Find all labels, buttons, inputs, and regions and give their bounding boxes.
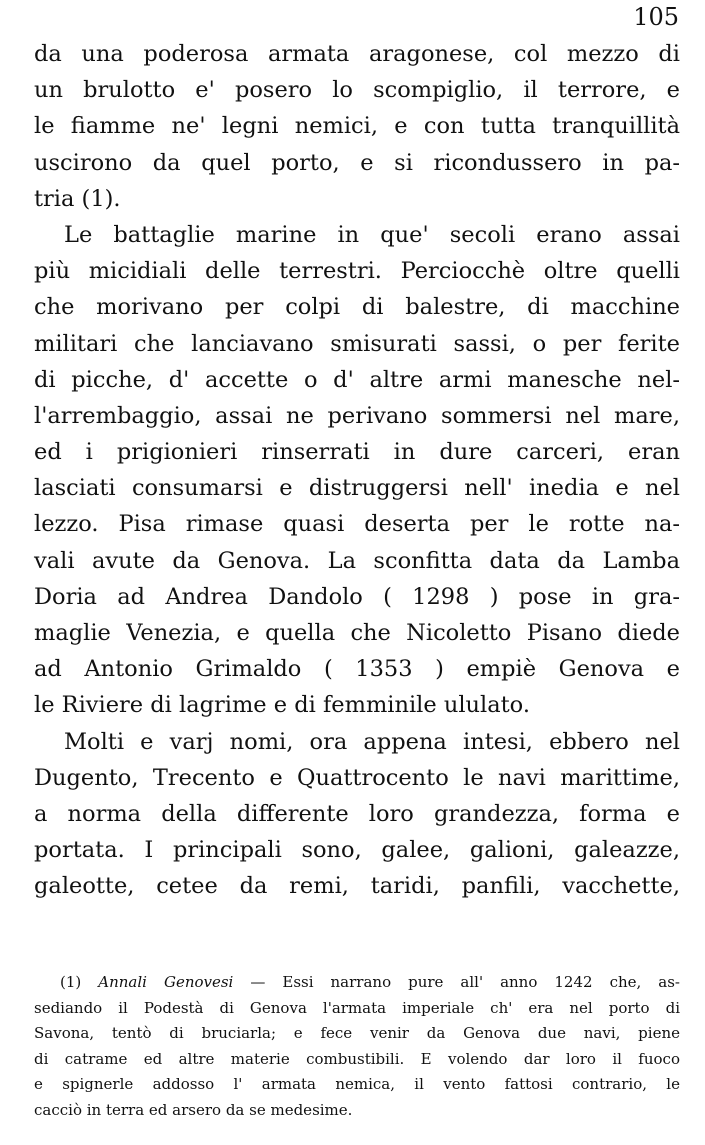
footnote-line: cacciò in terra ed arsero da se medesime. [34,1100,353,1119]
footnote-line [34,970,680,996]
footnote-text: — Essi narrano pure all' anno 1242 che, as- [233,973,680,991]
footnote-line: sediando il Podestà di Genova l'armata imperiale ch' era nel porto di [34,998,680,1017]
body-line: uscirono da quel porto, e si ricondussero in pa- [34,149,680,176]
body-line: lezzo. Pisa rimase quasi deserta per le rotte na- [34,511,680,538]
body-line: Molti e varj nomi, ora appena intesi, ebbero nel [64,728,680,755]
page-number: 105 [633,3,679,31]
body-line: le fiamme ne' legni nemici, e con tutta tranquillità [34,113,680,140]
footnote-line: e spignerle addosso l' armata nemica, il vento fattosi contrario, le [34,1075,680,1093]
body-line: Le battaglie marine in que' secoli erano assai [64,221,680,248]
body-line: maglie Venezia, e quella che Nicoletto Pisano diede [34,620,680,646]
body-text [34,36,680,905]
body-line: ed i prigionieri rinserrati in dure carceri, eran [34,439,680,466]
footnote-line: di catrame ed altre materie combustibili. E volendo dar loro il fuoco [34,1049,680,1068]
body-line: a norma della differente loro grandezza, forma e [34,800,680,827]
body-line: le Riviere di lagrime e di femminile ululato. [34,692,530,719]
body-line: Dugento, Trecento e Quattrocento le navi marittime, [34,764,680,791]
body-line: tria (1). [34,185,121,212]
footnotes [34,970,680,1123]
body-line: vali avute da Genova. La sconfitta data da Lamba [34,547,680,574]
body-line: da una poderosa armata aragonese, col mezzo di [34,41,680,67]
body-line: lasciati consumarsi e distruggersi nell' inedia e nel [34,475,680,502]
body-line: Doria ad Andrea Dandolo ( 1298 ) pose in gra- [34,583,680,610]
body-line: di picche, d' accette o d' altre armi manesche nel- [34,366,680,393]
body-line: ad Antonio Grimaldo ( 1353 ) empiè Genova e [34,656,680,683]
footnote-source: Annali Genovesi [98,973,234,991]
body-line: galeotte, cetee da remi, taridi, panfili, vacchette, [34,873,680,900]
body-line: l'arrembaggio, assai ne perivano sommersi nel mare, [34,402,680,429]
body-line: che morivano per colpi di balestre, di macchine [34,294,680,321]
body-line: portata. I principali sono, galee, galioni, galeazze, [34,837,680,864]
body-line: più micidiali delle terrestri. Perciocchè oltre quelli [34,258,680,285]
footnote-line: Savona, tentò di bruciarla; e fece venir da Genova due navi, piene [34,1024,680,1042]
body-line: militari che lanciavano smisurati sassi, o per ferite [34,330,680,357]
footnote-marker: (1) [60,973,82,991]
body-line: un brulotto e' posero lo scompiglio, il terrore, e [34,77,680,104]
